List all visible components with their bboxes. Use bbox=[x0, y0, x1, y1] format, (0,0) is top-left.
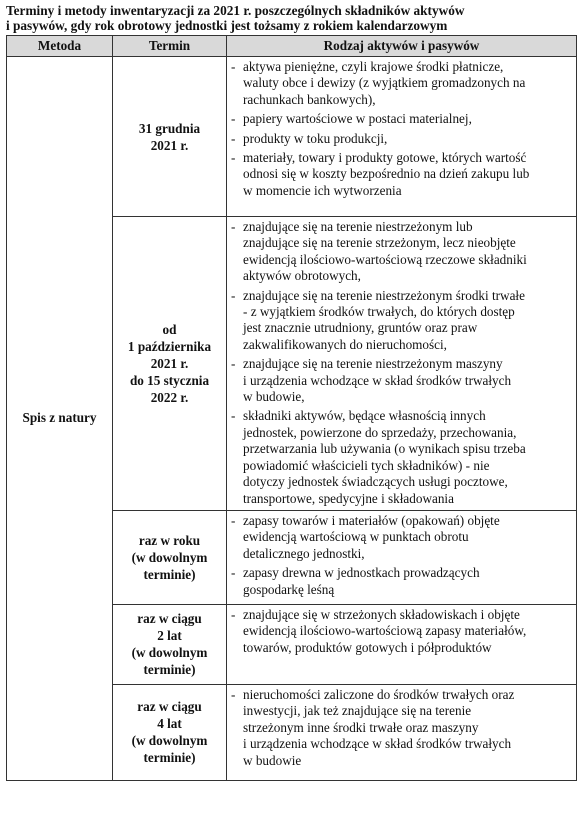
table-header-row bbox=[7, 36, 577, 57]
item-line: odnosi się w koszty bezpośrednio na dzień zakupu lub bbox=[243, 166, 530, 182]
item-line: i urządzenia wchodzące w skład środków trwałych bbox=[243, 372, 512, 388]
item-line: dotyczy jednostek świadczących usługi pocztowe, bbox=[243, 474, 508, 490]
item-line: w budowie bbox=[243, 752, 302, 768]
method-cell: Spis z natury bbox=[7, 57, 113, 781]
list-dash: - bbox=[231, 356, 236, 372]
list-item bbox=[231, 219, 572, 285]
item-line: detalicznego jednostki, bbox=[243, 545, 365, 561]
term-line: (w dowolnym bbox=[131, 549, 208, 565]
term-line: terminie) bbox=[143, 662, 196, 678]
term-cell bbox=[113, 57, 227, 217]
term-line: raz w roku bbox=[138, 532, 201, 548]
item-line: inwestycji, jak też znajdujące się na terenie bbox=[243, 703, 472, 719]
term-line: (w dowolnym bbox=[131, 645, 208, 661]
assets-cell bbox=[227, 604, 577, 684]
list-item bbox=[231, 356, 572, 405]
title-line: Terminy i metody inwentaryzacji za 2021 r. poszczególnych składników aktywów bbox=[6, 3, 465, 18]
list-item bbox=[231, 288, 572, 354]
term-line: terminie) bbox=[143, 750, 196, 766]
item-line: znajdujące się na terenie niestrzeżonym środki trwałe bbox=[243, 287, 525, 303]
list-item bbox=[231, 150, 572, 199]
item-line: ewidencją ilościowo-wartościową rzeczowe składniki bbox=[243, 251, 527, 267]
term-cell bbox=[113, 217, 227, 511]
item-line: - z wyjątkiem środków trwałych, do których dostęp bbox=[243, 304, 515, 320]
list-dash: - bbox=[231, 59, 236, 74]
term-line: 2022 r. bbox=[150, 389, 189, 405]
term-line: 2021 r. bbox=[150, 355, 189, 371]
item-line: transportowe, spedycyjne i składowania bbox=[243, 490, 454, 506]
document-title bbox=[6, 3, 580, 33]
item-line: jednostek, powierzone do sprzedaży, przechowania, bbox=[243, 424, 517, 440]
item-line: aktywów obrotowych, bbox=[243, 268, 361, 284]
term-line: od bbox=[162, 321, 177, 337]
list-dash: - bbox=[231, 150, 236, 166]
list-dash: - bbox=[231, 111, 236, 127]
item-line: ewidencją wartościową w punktach obrotu bbox=[243, 529, 469, 545]
item-line: zakwalifikowanych do nieruchomości, bbox=[243, 336, 447, 352]
item-line: w momencie ich wytworzenia bbox=[243, 182, 402, 198]
inventory-table bbox=[6, 35, 577, 781]
table-body bbox=[7, 57, 577, 781]
list-dash: - bbox=[231, 287, 236, 303]
list-item bbox=[231, 131, 572, 147]
item-line: nieruchomości zaliczone do środków trwałych oraz bbox=[243, 686, 515, 702]
term-cell bbox=[113, 510, 227, 604]
term-line: 2 lat bbox=[157, 628, 182, 644]
list-dash: - bbox=[231, 219, 236, 234]
term-line: do 15 stycznia bbox=[129, 372, 210, 388]
header-method: Metoda bbox=[7, 36, 113, 57]
term-line: 2021 r. bbox=[150, 137, 189, 153]
title-line: i pasywów, gdy rok obrotowy jednostki jest tożsamy z rokiem kalendarzowym bbox=[6, 18, 448, 33]
list-dash: - bbox=[231, 512, 236, 528]
list-dash: - bbox=[231, 408, 236, 424]
item-line: towarów, produktów gotowych i półproduktów bbox=[243, 639, 492, 655]
term-line: 31 grudnia bbox=[138, 120, 201, 136]
list-item bbox=[231, 513, 572, 562]
item-line: waluty obce i dewizy (z wyjątkiem gromadzonych na bbox=[243, 75, 526, 91]
item-line: aktywa pieniężne, czyli krajowe środki płatnicze, bbox=[243, 59, 504, 74]
assets-cell bbox=[227, 217, 577, 511]
list-dash: - bbox=[231, 130, 236, 146]
assets-cell bbox=[227, 510, 577, 604]
term-line: (w dowolnym bbox=[131, 733, 208, 749]
list-item bbox=[231, 408, 572, 506]
assets-cell bbox=[227, 57, 577, 217]
item-line: znajdujące się na terenie niestrzeżonym maszyny bbox=[243, 356, 503, 372]
item-line: strzeżonym inne środki trwałe oraz maszyny bbox=[243, 719, 479, 735]
item-line: rachunkach bankowych), bbox=[243, 91, 376, 107]
item-line: gospodarkę leśną bbox=[243, 581, 335, 597]
item-line: papiery wartościowe w postaci materialnej, bbox=[243, 111, 472, 127]
item-line: przetwarzania lub używania (o wynikach spisu trzeba bbox=[243, 441, 526, 457]
item-line: powiadomić właścicieli tych składników) - nie bbox=[243, 457, 490, 473]
item-line: materiały, towary i produkty gotowe, których wartość bbox=[243, 150, 527, 166]
list-item bbox=[231, 607, 572, 656]
list-dash: - bbox=[231, 565, 236, 581]
list-item bbox=[231, 687, 572, 769]
list-dash: - bbox=[231, 606, 236, 622]
term-line: raz w ciągu bbox=[137, 699, 202, 715]
item-line: ewidencją ilościowo-wartościową zapasy materiałów, bbox=[243, 623, 527, 639]
item-line: w budowie, bbox=[243, 389, 305, 405]
item-line: zapasy drewna w jednostkach prowadzących bbox=[243, 565, 480, 581]
item-line: jest znacznie utrudniony, gruntów oraz praw bbox=[243, 320, 478, 336]
item-line: składniki aktywów, będące własnością innych bbox=[243, 408, 486, 424]
item-line: znajdujące się w strzeżonych składowiskach i objęte bbox=[243, 606, 520, 622]
assets-cell bbox=[227, 684, 577, 780]
term-cell bbox=[113, 604, 227, 684]
item-line: zapasy towarów i materiałów (opakowań) objęte bbox=[243, 512, 500, 528]
list-item bbox=[231, 111, 572, 127]
header-term: Termin bbox=[113, 36, 227, 57]
term-cell bbox=[113, 684, 227, 780]
term-line: raz w ciągu bbox=[137, 611, 202, 627]
term-line: 4 lat bbox=[157, 716, 182, 732]
table-row bbox=[7, 57, 577, 217]
header-assets: Rodzaj aktywów i pasywów bbox=[227, 36, 577, 57]
list-item bbox=[231, 59, 572, 108]
item-line: znajdujące się na terenie niestrzeżonym lub bbox=[243, 219, 473, 234]
item-line: produkty w toku produkcji, bbox=[243, 130, 388, 146]
term-line: terminie) bbox=[143, 566, 196, 582]
item-line: i urządzenia wchodzące w skład środków trwałych bbox=[243, 736, 512, 752]
list-dash: - bbox=[231, 686, 236, 702]
list-item bbox=[231, 565, 572, 598]
item-line: znajdujące się na terenie strzeżonym, lecz nieobjęte bbox=[243, 235, 516, 251]
term-line: 1 października bbox=[127, 338, 212, 354]
